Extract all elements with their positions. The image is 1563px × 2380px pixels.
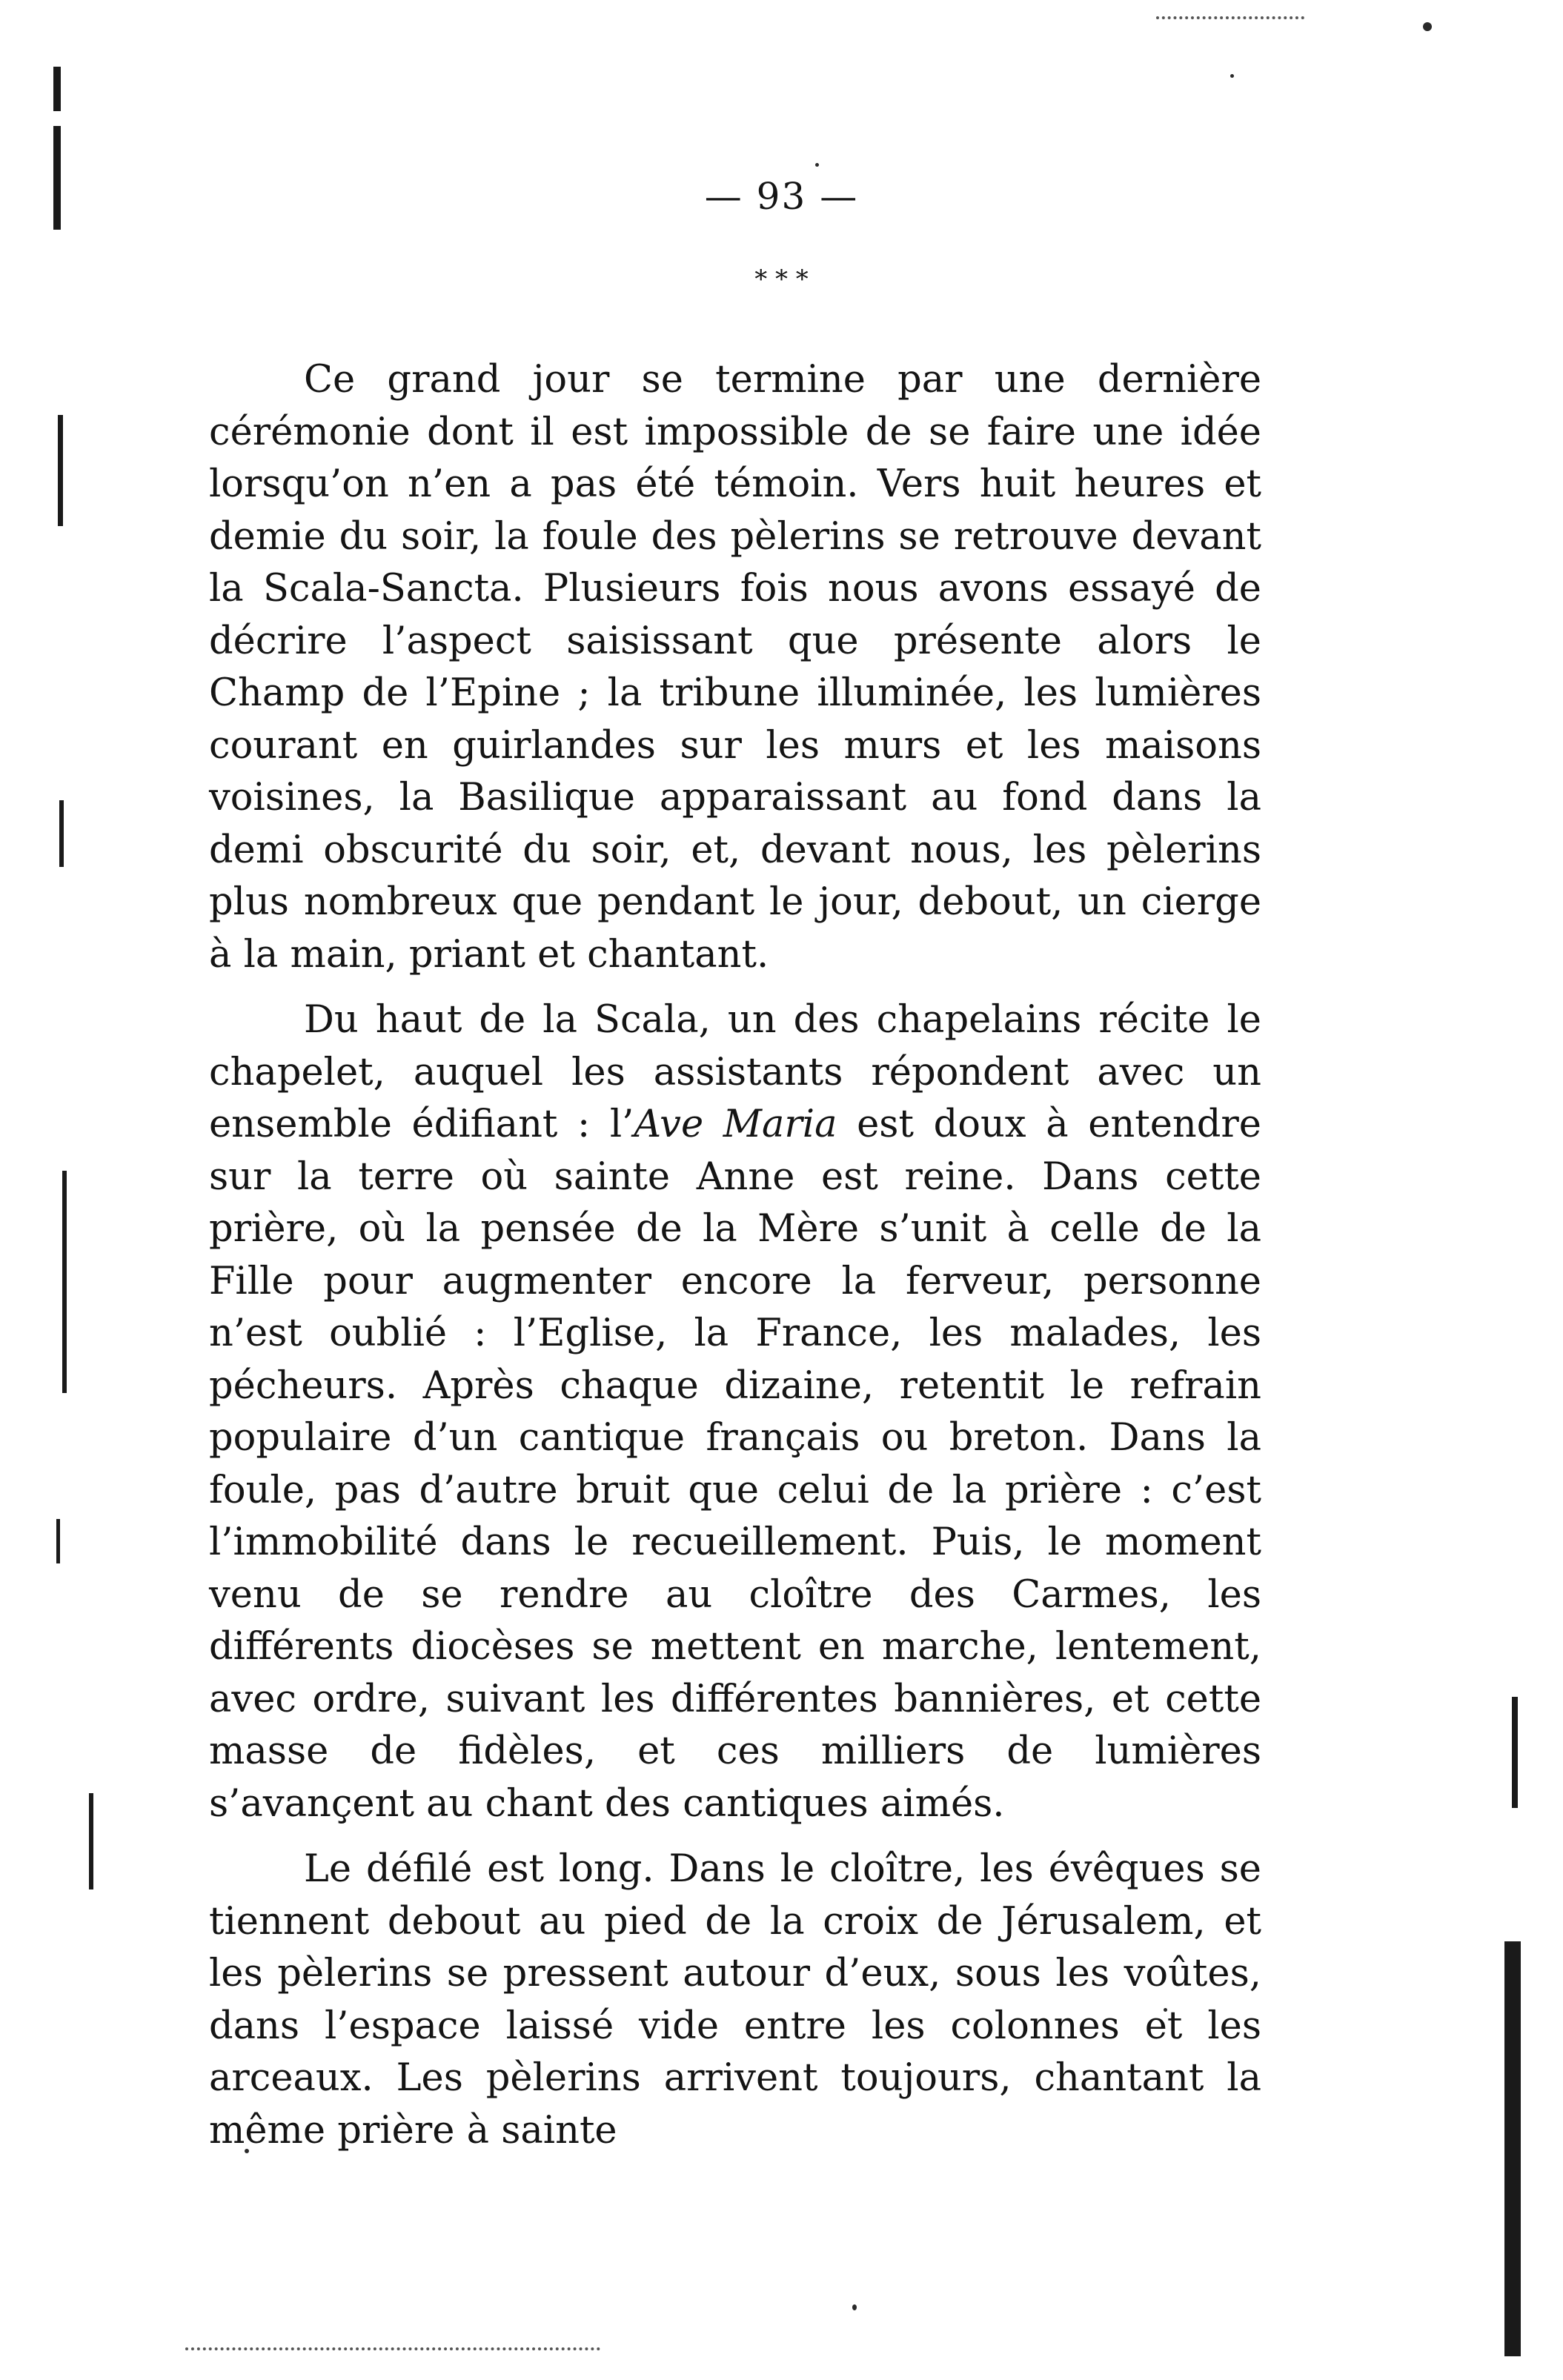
paragraph-text: Ce grand jour se termine par une dernière cérémonie dont il est impossible de se faire une idée lorsqu’on n’en a pas été témoin. Vers huit heures et demie du soir, la foule des pèlerins se retrouve devant la Scala-Sancta. Plusieurs fois nous avons essayé de décrire l’aspect saisissant que présente alors le Champ de l’Epine ; la tribune illuminée, les lumières courant en guirlandes sur les murs et les maisons voisines, la Basilique apparaissant au fond dans la demi obscurité du soir, et, devant nous, les pèlerins plus nombreux que pendant le jour, debout, un cierge à la main, priant et chantant.: [209, 358, 1261, 977]
scan-edge-left: [53, 67, 61, 111]
scan-edge-left: [59, 800, 64, 867]
scan-dashes: [185, 2347, 600, 2353]
scan-edge-right: [1504, 1941, 1521, 2356]
scan-edge-left: [89, 1793, 93, 1889]
scan-speck: [852, 2304, 857, 2310]
scan-edge-right: [1512, 1697, 1518, 1808]
paragraph-text: est doux à entendre sur la terre où sainte Anne est reine. Dans cette prière, où la pensée de la Mère s’unit à celle de la Fille pour augmenter encore la ferveur, personne n’est oublié : l’Eglise, la France, les malades, les pécheurs. Après chaque dizaine, retentit le refrain populaire d’un cantique français ou breton. Dans la foule, pas d’autre bruit que celui de la prière : c’est l’immobilité dans le recueillement. Puis, le moment venu de se rendre au cloître des Carmes, les différents diocèses se mettent en marche, lentement, avec ordre, suivant les différentes bannières, et cette masse de fidèles, et ces milliers de lumières s’avançent au chant des cantiques aimés.: [209, 1103, 1261, 1826]
scan-edge-left: [62, 1171, 67, 1393]
paragraph-text: Le défilé est long. Dans le cloître, les évêques se tiennent debout au pied de la croix de Jérusalem, et les pèlerins se pressent autour d’eux, sous les voûtes, dans l’espace laissé vide entre les colonnes et les arceaux. Les pèlerins arrivent toujours, chantant la même prière à sainte: [209, 1847, 1261, 2153]
scan-edge-left: [56, 1519, 60, 1563]
scan-speck: [1230, 74, 1234, 78]
paragraph: [209, 354, 1261, 981]
scan-speck: [1423, 22, 1432, 31]
paragraph: [209, 1844, 1261, 2157]
scan-dashes: [1156, 16, 1304, 22]
body-text: [209, 354, 1261, 2170]
page-number: — 93 —: [704, 175, 859, 218]
scan-speck: [815, 163, 819, 167]
italic-text: Ave Maria: [634, 1103, 837, 1146]
paragraph: [209, 994, 1261, 1830]
section-separator: * * *: [754, 265, 809, 294]
scan-edge-left: [58, 415, 63, 526]
paragraph-text: Du haut de la Scala, un des chapelains récite le chapelet, auquel les assistants répondent avec un ensemble édifiant : l’: [209, 998, 1261, 1146]
